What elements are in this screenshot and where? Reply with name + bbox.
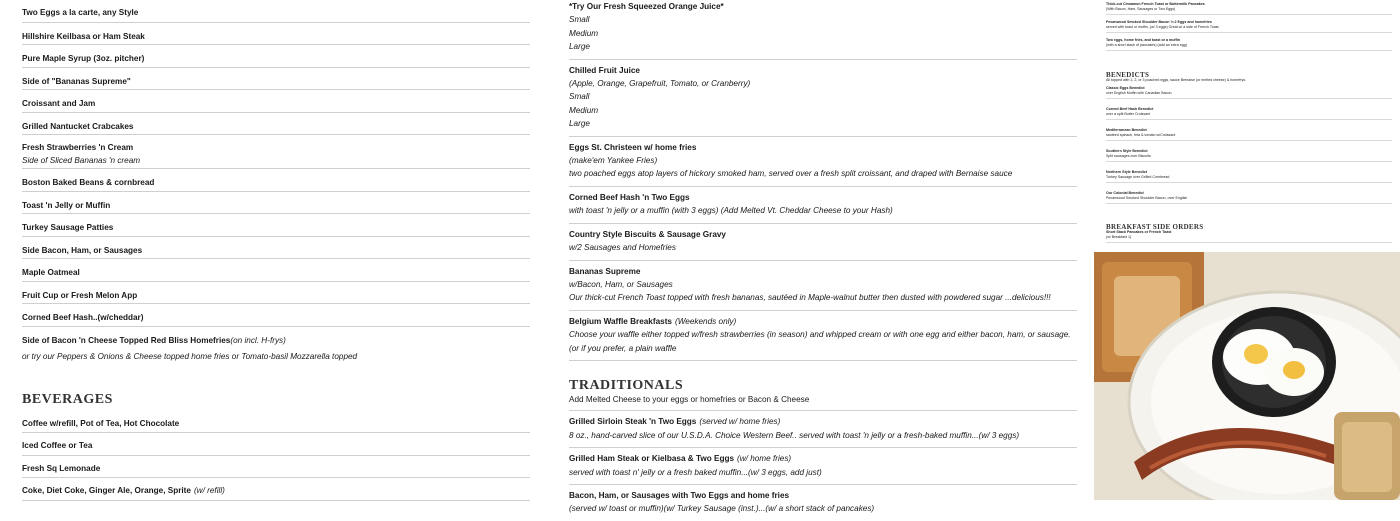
menu-row — [22, 68, 530, 91]
traditional-detail: served with toast n' jelly or a fresh baked muffin...(w/ 3 eggs, add just) — [569, 467, 822, 477]
traditional-name: Grilled Sirloin Steak 'n Two Eggs — [569, 417, 697, 427]
menu-item — [569, 261, 1077, 311]
menu-item-name: Boston Baked Beans & cornbread — [22, 178, 155, 187]
menu-row — [22, 45, 530, 68]
menu-item-name: Fruit Cup or Fresh Melon App — [22, 290, 138, 300]
menu-item — [569, 311, 1077, 361]
menu-row — [22, 169, 530, 192]
mini-menu-sub: over a split Butter Croissant — [1106, 112, 1151, 116]
breakfast-plate-icon — [1094, 252, 1400, 500]
menu-item-detail: (make'em Yankee Fries) — [569, 156, 658, 166]
menu-item-name: Two Eggs a la carte, any Style — [22, 8, 139, 17]
traditional-name: Bacon, Ham, or Sausages with Two Eggs and home fries — [569, 490, 790, 500]
menu-item-name: Country Style Biscuits & Sausage Gravy — [569, 229, 726, 239]
breakfast-plate-photo — [1094, 252, 1400, 500]
menu-item-detail: Medium — [569, 105, 599, 115]
beverage-name: Coffee w/refill, Pot of Tea, Hot Chocolate — [22, 418, 180, 428]
menu-row — [22, 192, 530, 215]
mini-menu-sub: sautéed spinach, feta & tomato w/Croissant — [1106, 133, 1176, 137]
menu-item-name: Eggs St. Christeen w/ home fries — [569, 142, 697, 152]
beverage-note: (w/ refill) — [193, 486, 225, 495]
mini-menu-row — [1106, 149, 1392, 162]
mini-menu-name: Northern Style Benedict — [1106, 170, 1147, 174]
beverage-row — [22, 433, 530, 456]
mini-menu-name: Corned Beef Hash Benedict — [1106, 107, 1154, 111]
mini-menu-row — [1106, 191, 1392, 204]
menu-row — [22, 304, 530, 327]
menu-item — [569, 224, 1077, 261]
beverage-row — [22, 411, 530, 434]
menu-item — [569, 137, 1077, 187]
traditional-item — [569, 411, 1077, 448]
menu-item-name: Corned Beef Hash..(w/cheddar) — [22, 313, 144, 322]
menu-row — [22, 23, 530, 46]
mini-menu-row — [1106, 2, 1392, 15]
middle-menu-column — [569, 0, 1077, 521]
traditional-item — [569, 485, 1077, 521]
menu-item-name: Turkey Sausage Patties — [22, 223, 114, 232]
mini-menu-name: Our Colonial Benedict — [1106, 191, 1144, 195]
menu-item-name: Side of Bacon 'n Cheese Topped Red Bliss Homefries — [22, 335, 231, 345]
menu-item-name: Toast 'n Jelly or Muffin — [22, 200, 111, 210]
menu-item-name: Bananas Supreme — [569, 266, 641, 276]
menu-item-detail: w/Bacon, Ham, or Sausages — [569, 279, 673, 289]
menu-item-name: Side Bacon, Ham, or Sausages — [22, 245, 143, 255]
traditional-name: Grilled Ham Steak or Kielbasa & Two Eggs — [569, 454, 735, 464]
beverage-name: Coke, Diet Coke, Ginger Ale, Orange, Sprite — [22, 486, 191, 495]
mini-menu-sub: over English Muffin with Canadian Bacon — [1106, 91, 1172, 95]
left-menu-column — [22, 0, 530, 501]
menu-item-name: Fresh Strawberries 'n Cream — [22, 143, 134, 152]
traditional-note: (served w/ home fries) — [699, 417, 781, 427]
mini-menu-row — [1106, 128, 1392, 141]
menu-item-name: Pure Maple Syrup (3oz. pitcher) — [22, 54, 145, 63]
right-top-items — [1106, 2, 1392, 56]
menu-item-note: (on incl. H-frys) — [230, 335, 286, 345]
menu-item-note: (Weekends only) — [674, 316, 737, 326]
menu-item-detail: w/2 Sausages and Homefries — [569, 243, 676, 253]
menu-item-detail: Choose your waffle either topped w/fresh strawberries (in season) and whipped cream or with one egg and either bacon, ham, or sausage. — [569, 330, 1071, 340]
traditional-detail: 8 oz., hand-carved slice of our U.S.D.A. Choice Western Beef.. served with toast 'n jelly or a fresh-baked muffin...(w/ 3 eggs) — [569, 430, 1020, 440]
mini-menu-row — [1106, 20, 1392, 33]
mini-menu-name: Classic Eggs Benedict — [1106, 86, 1145, 90]
menu-item-name: Hillshire Keilbasa or Ham Steak — [22, 31, 145, 41]
traditionals-intro: Add Melted Cheese to your eggs or homefries or Bacon & Cheese — [569, 393, 1077, 411]
mini-menu-name: Short Stack Pancakes or French Toast — [1106, 230, 1172, 234]
menu-item-name: Chilled Fruit Juice — [569, 65, 640, 75]
mini-menu-sub: (With Bacon, Ham, Sausages or Two Eggs) — [1106, 7, 1176, 11]
traditionals-title: TRADITIONALS — [569, 377, 684, 393]
menu-item-detail: Our thick-cut French Toast topped with fresh bananas, sautéed in Maple-walnut butter then dusted with powdered sugar ...delicious!!! — [569, 293, 1051, 303]
menu-row — [22, 113, 530, 136]
menu-item-detail: Small — [569, 92, 590, 102]
mini-menu-sub: served with toast or muffin..(w/ 3 eggs) Great w/ a side of French Toast. — [1106, 25, 1220, 29]
menu-row — [22, 135, 530, 169]
benedicts-intro: All topped with 1, 2, or 3 poached eggs, sauce Bernaise (or melted cheese) & homefrys. — [1106, 78, 1247, 82]
menu-item-detail: with toast 'n jelly or a muffin (with 3 eggs) (Add Melted Vt. Cheddar Cheese to your Hash) — [569, 206, 893, 216]
side-orders-section — [1106, 225, 1392, 246]
menu-row — [22, 327, 530, 370]
menu-item-detail: Large — [569, 42, 590, 52]
menu-item-name: Grilled Nantucket Crabcakes — [22, 121, 134, 131]
menu-item-subtext: Side of Sliced Bananas 'n cream — [22, 156, 141, 165]
mini-menu-sub: Turkey Sausage over Grilled Cornbread — [1106, 175, 1170, 179]
beverage-name: Fresh Sq Lemonade — [22, 463, 101, 473]
menu-row — [22, 0, 530, 23]
menu-row — [22, 214, 530, 237]
mini-menu-row — [1106, 170, 1392, 183]
benedicts-title: BENEDICTS — [1106, 71, 1150, 79]
mini-menu-sub: (w/ Breakfast 1) — [1106, 235, 1132, 239]
menu-row — [22, 259, 530, 282]
mini-menu-name: Southern Style Benedict — [1106, 149, 1148, 153]
menu-item-detail: (or if you prefer, a plain waffle — [569, 343, 677, 353]
mini-menu-row — [1106, 107, 1392, 120]
menu-item-detail: (Apple, Orange, Grapefruit, Tomato, or Cranberry) — [569, 79, 751, 89]
mini-menu-name: Two eggs, home fries, and toast or a muffin — [1106, 38, 1181, 42]
mini-menu-name: Thick-cut Cinnamon French Toast or Buttermilk Pancakes — [1106, 2, 1205, 6]
menu-item-name: Belgium Waffle Breakfasts — [569, 316, 672, 326]
mini-menu-sub: Pecanwood Smoked Shoulder Bacon, over English — [1106, 196, 1188, 200]
beverage-row — [22, 478, 530, 501]
traditional-item — [569, 448, 1077, 485]
beverage-name: Iced Coffee or Tea — [22, 441, 93, 450]
menu-item-detail: two poached eggs atop layers of hickory smoked ham, served over a fresh split croissant, and draped with Bernaise sauce — [569, 169, 1013, 179]
menu-row — [22, 237, 530, 260]
side-orders-title: BREAKFAST SIDE ORDERS — [1106, 223, 1204, 231]
menu-item-detail: Large — [569, 119, 590, 129]
traditional-note: (w/ home fries) — [737, 454, 792, 464]
menu-item — [569, 60, 1077, 137]
menu-item-detail: Small — [569, 15, 590, 25]
menu-item-name: Croissant and Jam — [22, 99, 96, 108]
mini-menu-name: Mediterranean Benedict — [1106, 128, 1147, 132]
traditional-detail: (served w/ toast or muffin)(w/ Turkey Sausage (inst.)...(w/ a short stack of pancakes) — [569, 504, 875, 514]
menu-row — [22, 282, 530, 305]
mini-menu-sub: (with a short stack of pancakes) (add an extra egg) — [1106, 43, 1187, 47]
mini-menu-row — [1106, 38, 1392, 51]
menu-item-subtext: or try our Peppers & Onions & Cheese topped home fries or Tomato-basil Mozzarella topped — [22, 351, 358, 361]
mini-menu-row — [1106, 86, 1392, 99]
mini-menu-name: Pecanwood Smoked Shoulder Bacon 'n 2 Eggs and homefries — [1106, 20, 1212, 24]
benedicts-section — [1106, 73, 1392, 212]
mini-menu-row — [1106, 230, 1392, 243]
menu-item — [569, 0, 1077, 60]
right-menu-column — [1094, 0, 1400, 500]
menu-row — [22, 90, 530, 113]
menu-item-name: Maple Oatmeal — [22, 268, 80, 277]
menu-item-name: Side of "Bananas Supreme" — [22, 76, 131, 86]
menu-item-name: *Try Our Fresh Squeezed Orange Juice* — [569, 2, 724, 11]
beverages-title: BEVERAGES — [22, 391, 113, 407]
menu-item-name: Corned Beef Hash 'n Two Eggs — [569, 192, 690, 202]
mini-menu-sub: Split sausages over Biscuits — [1106, 154, 1151, 158]
beverage-row — [22, 456, 530, 479]
menu-item — [569, 187, 1077, 224]
menu-item-detail: Medium — [569, 28, 599, 38]
